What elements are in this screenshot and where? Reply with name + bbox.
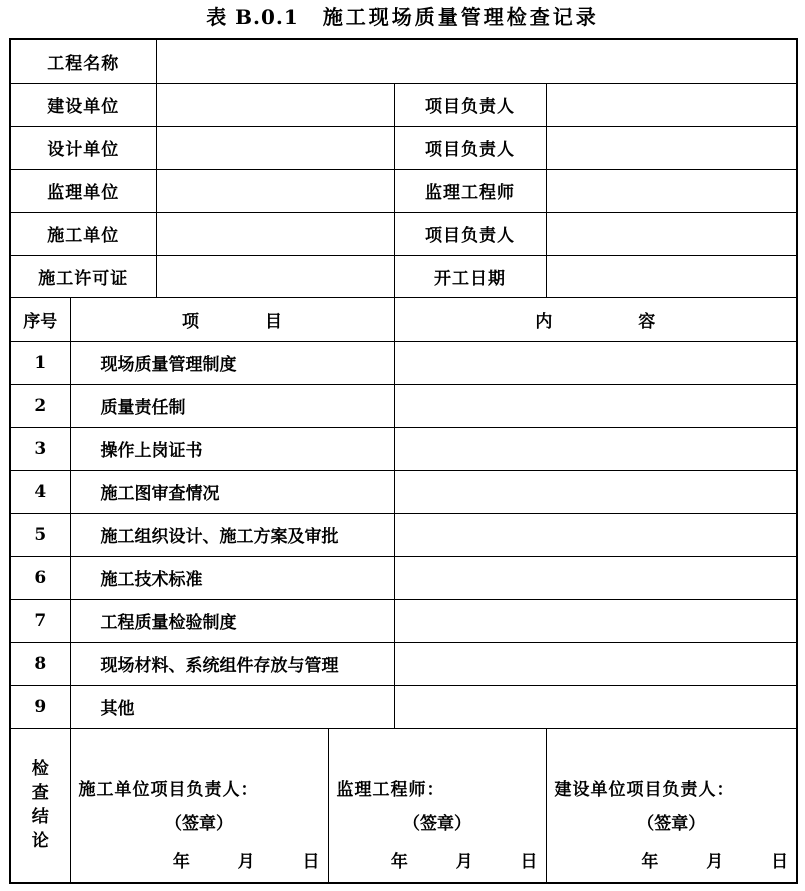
- inspection-record-table: [9, 38, 798, 884]
- value-supervising-engineer[interactable]: [546, 169, 797, 212]
- item-content[interactable]: [394, 384, 797, 427]
- item-name: 操作上岗证书: [70, 427, 394, 470]
- label-start-date: 开工日期: [394, 255, 546, 297]
- item-no: 4: [10, 470, 70, 513]
- seal-label: （签章）: [165, 814, 233, 835]
- label-permit: 施工许可证: [10, 255, 156, 297]
- seal-label: （签章）: [637, 814, 706, 835]
- item-name: 施工图审查情况: [70, 470, 394, 513]
- item-content[interactable]: [394, 642, 797, 685]
- value-construction-unit[interactable]: [156, 83, 394, 126]
- table-row: [10, 384, 797, 427]
- col-header-no: 序号: [10, 297, 70, 341]
- item-name: 现场质量管理制度: [70, 341, 394, 384]
- column-header-row: [10, 297, 797, 341]
- value-start-date[interactable]: [546, 255, 797, 297]
- item-name: 施工技术标准: [70, 556, 394, 599]
- item-name: 质量责任制: [70, 384, 394, 427]
- table-row: [10, 513, 797, 556]
- item-no: 8: [10, 642, 70, 685]
- item-content[interactable]: [394, 427, 797, 470]
- conclusion-label: 检 查 结 论: [10, 728, 70, 883]
- table-row: [10, 470, 797, 513]
- row-supervision-unit: [10, 169, 797, 212]
- table-row: [10, 556, 797, 599]
- item-content[interactable]: [394, 685, 797, 728]
- item-no: 1: [10, 341, 70, 384]
- table-row: [10, 642, 797, 685]
- signature-supervisor[interactable]: [328, 728, 546, 883]
- value-design-leader[interactable]: [546, 126, 797, 169]
- conclusion-row: [10, 728, 797, 883]
- signer-label: 施工单位项目负责人：: [78, 780, 259, 801]
- row-construction-unit: [10, 83, 797, 126]
- label-project-leader: 项目负责人: [394, 83, 546, 126]
- signer-label: 建设单位项目负责人：: [554, 780, 735, 801]
- label-design-unit: 设计单位: [10, 126, 156, 169]
- label-builder-leader: 项目负责人: [394, 212, 546, 255]
- label-supervision-unit: 监理单位: [10, 169, 156, 212]
- table-title: [0, 2, 805, 32]
- signature-owner[interactable]: [546, 728, 797, 883]
- item-no: 7: [10, 599, 70, 642]
- col-header-item: 项 目: [70, 297, 394, 341]
- row-design-unit: [10, 126, 797, 169]
- col-header-content: 内 容: [394, 297, 797, 341]
- item-no: 6: [10, 556, 70, 599]
- item-no: 5: [10, 513, 70, 556]
- date-line: 年 月 日: [641, 852, 789, 873]
- label-construction-unit: 建设单位: [10, 83, 156, 126]
- item-content[interactable]: [394, 599, 797, 642]
- value-design-unit[interactable]: [156, 126, 394, 169]
- value-project-leader[interactable]: [546, 83, 797, 126]
- row-permit: [10, 255, 797, 297]
- value-project-name[interactable]: [156, 39, 797, 83]
- signature-builder[interactable]: [70, 728, 328, 883]
- item-content[interactable]: [394, 556, 797, 599]
- item-no: 9: [10, 685, 70, 728]
- table-name: 施工现场质量管理检查记录: [322, 5, 599, 29]
- value-permit[interactable]: [156, 255, 394, 297]
- label-project-name: 工程名称: [10, 39, 156, 83]
- seal-label: （签章）: [403, 814, 471, 835]
- row-builder-unit: [10, 212, 797, 255]
- item-content[interactable]: [394, 513, 797, 556]
- value-supervision-unit[interactable]: [156, 169, 394, 212]
- item-name: 工程质量检验制度: [70, 599, 394, 642]
- table-row: [10, 685, 797, 728]
- signer-label: 监理工程师：: [336, 780, 445, 801]
- item-name: 现场材料、系统组件存放与管理: [70, 642, 394, 685]
- table-row: [10, 599, 797, 642]
- item-no: 3: [10, 427, 70, 470]
- label-supervising-engineer: 监理工程师: [394, 169, 546, 212]
- row-project-name: [10, 39, 797, 83]
- date-line: 年 月 日: [390, 852, 538, 873]
- label-design-leader: 项目负责人: [394, 126, 546, 169]
- label-builder-unit: 施工单位: [10, 212, 156, 255]
- table-row: [10, 427, 797, 470]
- item-name: 其他: [70, 685, 394, 728]
- item-content[interactable]: [394, 470, 797, 513]
- item-name: 施工组织设计、施工方案及审批: [70, 513, 394, 556]
- item-content[interactable]: [394, 341, 797, 384]
- value-builder-unit[interactable]: [156, 212, 394, 255]
- table-row: [10, 341, 797, 384]
- value-builder-leader[interactable]: [546, 212, 797, 255]
- item-no: 2: [10, 384, 70, 427]
- table-number: 表 B.0.1: [206, 5, 299, 29]
- date-line: 年 月 日: [172, 852, 320, 873]
